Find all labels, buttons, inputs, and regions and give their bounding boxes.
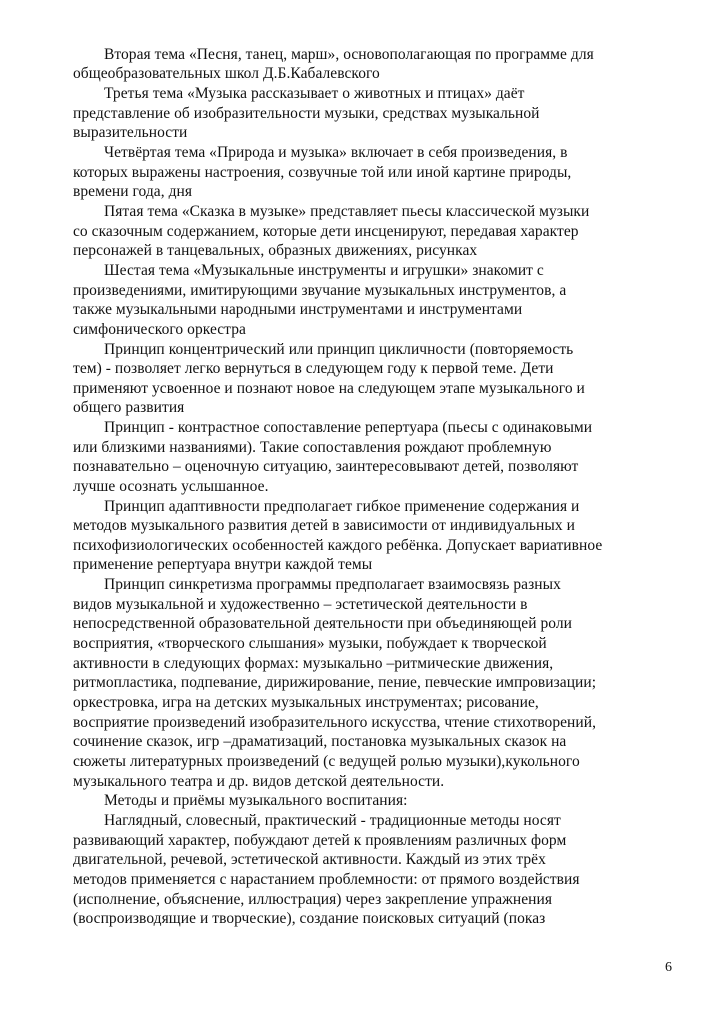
text-line: сочинение сказок, игр –драматизаций, постановка музыкальных сказок на [73,733,567,750]
text-line: восприятие произведений изобразительного искусства, чтение стихотворений, [73,714,597,731]
text-line: видов музыкальной и художественно – эстетической деятельности в [73,596,528,613]
text-line: Шестая тема «Музыкальные инструменты и игрушки» знакомит с [104,262,544,279]
text-line: со сказочным содержанием, которые дети инсценируют, передавая характер [73,223,579,240]
text-line: произведениями, имитирующими звучание музыкальных инструментов, а [73,282,567,299]
text-line: или близкими названиями). Такие сопоставления рождают проблемную [73,439,552,456]
text-line: выразительности [73,124,188,141]
text-line: психофизиологических особенностей каждого ребёнка. Допускает вариативное [73,537,603,554]
text-line: общеобразовательных школ Д.Б.Кабалевского [73,65,380,82]
text-line: Принцип адаптивности предполагает гибкое применение содержания и [104,498,580,515]
text-line: применение репертуара внутри каждой темы [73,556,373,573]
text-line: музыкального театра и др. видов детской деятельности. [73,773,445,790]
text-line: активности в следующих формах: музыкально –ритмические движения, [73,655,554,672]
text-line: персонажей в танцевальных, образных движениях, рисунках [73,242,478,259]
text-line: сюжеты литературных произведений (с ведущей ролью музыки),кукольного [73,753,580,770]
text-line: времени года, дня [73,183,193,200]
text-line: симфонического оркестра [73,321,246,338]
text-line: (воспроизводящие и творческие), создание поисковых ситуаций (показ [73,910,546,927]
text-line: Наглядный, словесный, практический - традиционные методы носят [104,812,561,829]
text-line: методов применяется с нарастанием проблемности: от прямого воздействия [73,871,580,888]
text-line: методов музыкального развития детей в зависимости от индивидуальных и [73,517,575,534]
text-line: (исполнение, объяснение, иллюстрация) через закрепление упражнения [73,891,553,908]
page-number: 6 [665,960,672,975]
text-line: применяют усвоенное и познают новое на следующем этапе музыкального и [73,380,585,397]
text-line: Четвёртая тема «Природа и музыка» включает в себя произведения, в [104,144,568,161]
text-line: общего развития [73,399,185,416]
text-line: также музыкальными народными инструментами и инструментами [73,301,523,318]
text-line: лучше осознать услышанное. [73,478,269,495]
text-line: развивающий характер, побуждают детей к проявлениям различных форм [73,832,567,849]
text-line: оркестровка, игра на детских музыкальных инструментах; рисование, [73,694,539,711]
text-line: ритмопластика, подпевание, дирижирование, пение, певческие импровизации; [73,674,597,691]
text-line: представление об изобразительности музыки, средствах музыкальной [73,105,540,122]
text-line: Принцип синкретизма программы предполагает взаимосвязь разных [104,576,561,593]
text-line: двигательной, речевой, эстетической активности. Каждый из этих трёх [73,851,546,868]
text-line: тем) - позволяет легко вернуться в следующем году к первой теме. Дети [73,360,554,377]
text-line: познавательно – оценочную ситуацию, заинтересовывают детей, позволяют [73,458,579,475]
text-line: которых выражены настроения, созвучные той или иной картине природы, [73,164,572,181]
text-line: непосредственной образовательной деятельности при объединяющей роли [73,615,572,632]
text-line: восприятия, «творческого слышания» музыки, побуждает к творческой [73,635,547,652]
text-line: Методы и приёмы музыкального воспитания: [104,792,408,809]
text-line: Вторая тема «Песня, танец, марш», основополагающая по программе для [104,46,594,63]
text-line: Принцип концентрический или принцип цикличности (повторяемость [104,341,574,358]
text-line: Принцип - контрастное сопоставление репертуара (пьесы с одинаковыми [104,419,593,436]
text-line: Пятая тема «Сказка в музыке» представляет пьесы классической музыки [104,203,590,220]
text-line: Третья тема «Музыка рассказывает о животных и птицах» даёт [104,85,525,102]
